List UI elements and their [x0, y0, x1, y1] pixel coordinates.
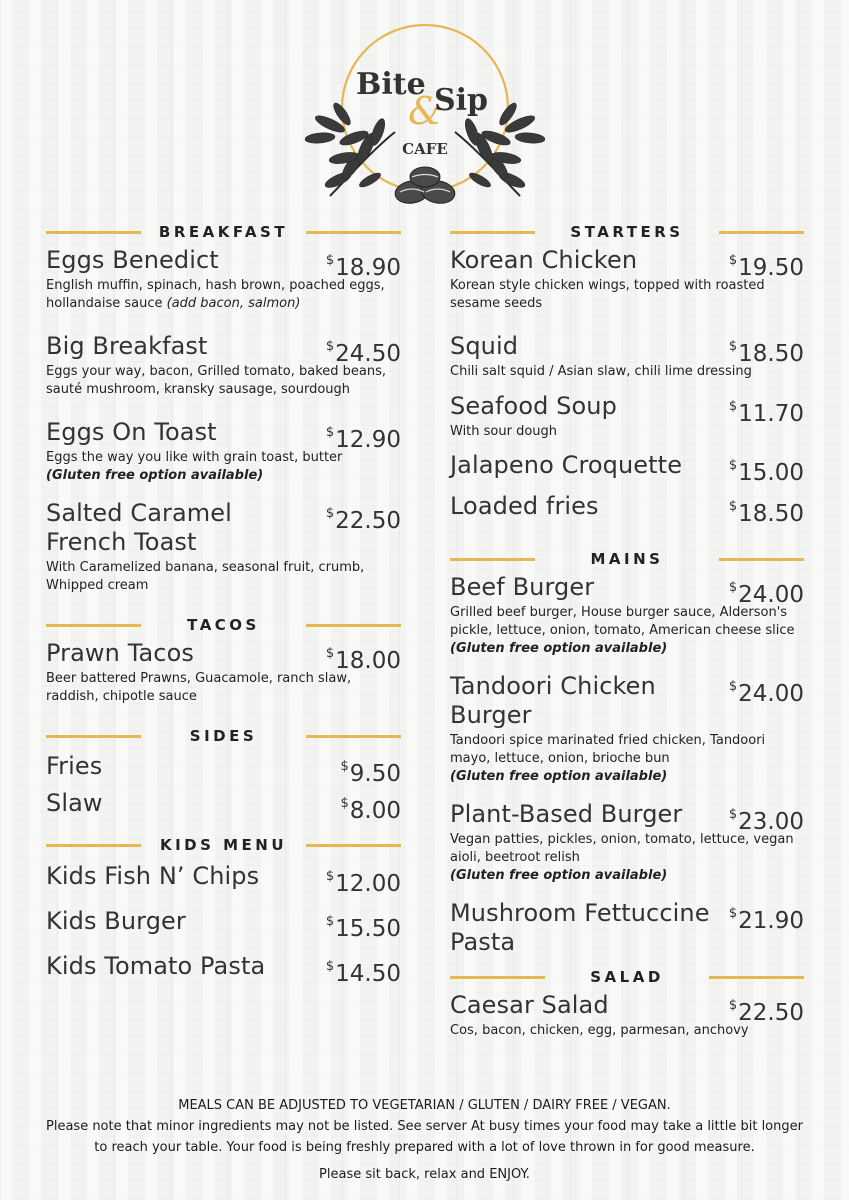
menu-item: [46, 246, 401, 313]
price-value: 18.90: [335, 255, 401, 281]
menu-item: [450, 246, 804, 313]
gluten-free-note: (Gluten free option available): [450, 641, 668, 656]
cafe-logo: [300, 20, 550, 220]
item-name: Salted Caramel French Toast: [46, 499, 232, 556]
item-name: Seafood Soup: [450, 392, 617, 420]
menu-item: [450, 899, 804, 957]
menu-item: [46, 907, 401, 942]
currency-symbol: $: [728, 339, 738, 354]
currency-symbol: $: [325, 339, 335, 354]
currency-symbol: $: [325, 253, 335, 268]
item-price: [729, 492, 804, 529]
enjoy-note: Please sit back, relax and ENJOY.: [319, 1167, 530, 1182]
section-rule: [306, 231, 401, 234]
item-price: [729, 246, 804, 283]
price-value: 18.50: [738, 341, 804, 367]
item-description: Vegan patties, pickles, onion, tomato, lettuce, vegan aioli, beetroot relish: [450, 832, 794, 865]
price-value: 22.50: [335, 508, 401, 534]
menu-item: [450, 332, 804, 381]
item-name: Fries: [46, 752, 103, 780]
item-description: Eggs your way, bacon, Grilled tomato, baked beans, sauté mushroom, kransky sausage, sourdough: [46, 364, 387, 397]
gluten-free-note: (Gluten free option available): [450, 769, 668, 784]
menu-item: [46, 499, 401, 595]
menu-item: [46, 418, 401, 485]
price-value: 18.00: [335, 648, 401, 674]
item-description: With sour dough: [450, 424, 558, 439]
section-rule: [450, 558, 535, 561]
price-value: 18.50: [738, 501, 804, 527]
menu-item: [46, 332, 401, 399]
section-header-sides: [46, 726, 401, 746]
currency-symbol: $: [728, 998, 738, 1013]
logo-word-bite: Bite: [356, 67, 426, 102]
item-name: Beef Burger: [450, 573, 595, 601]
item-price: [326, 332, 401, 369]
section-rule: [306, 735, 401, 738]
currency-symbol: $: [340, 759, 349, 774]
item-name: Slaw: [46, 789, 103, 817]
item-name: Kids Burger: [46, 907, 186, 935]
item-price: [729, 899, 804, 936]
item-price: [729, 332, 804, 369]
logo-word-sip: Sip: [434, 83, 489, 118]
item-price: [729, 451, 804, 488]
currency-symbol: $: [728, 679, 738, 694]
gluten-free-note: (Gluten free option available): [450, 868, 668, 883]
price-value: 9.50: [349, 761, 401, 787]
section-rule: [450, 976, 545, 979]
item-description: Tandoori spice marinated fried chicken, Tandoori mayo, lettuce, onion, brioche bun: [450, 733, 766, 766]
item-price: [729, 800, 804, 837]
price-value: 11.70: [738, 401, 804, 427]
price-value: 12.90: [335, 427, 401, 453]
section-rule: [450, 231, 535, 234]
price-value: 24.50: [335, 341, 401, 367]
menu-item: [450, 672, 804, 786]
right-column: [450, 222, 804, 1040]
currency-symbol: $: [325, 959, 335, 974]
section-rule: [46, 844, 141, 847]
currency-symbol: $: [325, 646, 335, 661]
item-description-extra: (add bacon, salmon): [166, 296, 301, 311]
item-name: Squid: [450, 332, 519, 360]
section-header-breakfast: [46, 222, 401, 242]
item-price: [341, 752, 402, 789]
item-name: Loaded fries: [450, 492, 599, 520]
menu-item: [450, 991, 804, 1040]
item-price: [326, 418, 401, 455]
item-name: Plant-Based Burger: [450, 800, 683, 828]
item-description-text: English muffin, spinach, hash brown, poached eggs, hollandaise sauce: [46, 278, 385, 311]
price-value: 14.50: [335, 961, 401, 987]
menu-item: [46, 752, 401, 787]
price-value: 22.50: [738, 1000, 804, 1026]
item-name: Mushroom Fettuccine Pasta: [450, 899, 710, 956]
item-price: [729, 392, 804, 429]
section-rule: [306, 624, 401, 627]
section-header-mains: [450, 549, 804, 569]
currency-symbol: $: [728, 253, 738, 268]
menu-item: [46, 789, 401, 824]
price-value: 15.00: [738, 460, 804, 486]
currency-symbol: $: [325, 914, 335, 929]
section-title: SIDES: [189, 727, 258, 745]
price-value: 8.00: [349, 798, 401, 824]
price-value: 24.00: [738, 582, 804, 608]
menu-item: [46, 952, 401, 987]
logo-sub: CAFE: [402, 140, 448, 158]
section-rule: [306, 844, 401, 847]
item-description: Grilled beef burger, House burger sauce, Alderson's pickle, lettuce, onion, tomato, American cheese slice: [450, 605, 795, 638]
menu-item: [46, 639, 401, 706]
item-price: [326, 499, 401, 536]
item-name: Tandoori Chicken Burger: [450, 672, 656, 729]
item-name: Korean Chicken: [450, 246, 638, 274]
price-value: 24.00: [738, 681, 804, 707]
preparation-note: to reach your table. Your food is being freshly prepared with a lot of love thrown in for good measure.: [94, 1140, 755, 1155]
item-name: Caesar Salad: [450, 991, 609, 1019]
price-value: 23.00: [738, 809, 804, 835]
section-title: STARTERS: [570, 223, 684, 241]
dietary-adjustment-note: MEALS CAN BE ADJUSTED TO VEGETARIAN / GLUTEN / DAIRY FREE / VEGAN.: [178, 1098, 671, 1113]
menu-item: [450, 392, 804, 441]
section-rule: [46, 624, 141, 627]
section-title: TACOS: [187, 616, 260, 634]
price-value: 15.50: [335, 916, 401, 942]
menu-item: [450, 492, 804, 527]
item-name: Prawn Tacos: [46, 639, 194, 667]
currency-symbol: $: [728, 807, 738, 822]
item-price: [729, 573, 804, 610]
logo-emblem: [300, 20, 550, 220]
item-price: [341, 789, 402, 826]
currency-symbol: $: [728, 458, 738, 473]
menu-item: [450, 800, 804, 885]
currency-symbol: $: [728, 906, 738, 921]
item-description: Cos, bacon, chicken, egg, parmesan, anchovy: [450, 1023, 749, 1038]
menu-item: [450, 451, 804, 486]
item-name: Kids Fish N’ Chips: [46, 862, 260, 890]
item-description: Korean style chicken wings, topped with roasted sesame seeds: [450, 278, 765, 311]
currency-symbol: $: [728, 399, 738, 414]
section-title: MAINS: [590, 550, 664, 568]
section-header-starters: [450, 222, 804, 242]
ingredients-note: Please note that minor ingredients may not be listed. See server At busy times your food may take a little bit longer: [46, 1119, 803, 1134]
item-price: [326, 246, 401, 283]
section-title: KIDS MENU: [159, 836, 288, 854]
currency-symbol: $: [325, 425, 335, 440]
section-header-kids: [46, 835, 401, 855]
item-description: With Caramelized banana, seasonal fruit, crumb, Whipped cream: [46, 560, 365, 593]
section-rule: [719, 558, 804, 561]
currency-symbol: $: [728, 499, 738, 514]
section-title: BREAKFAST: [158, 223, 289, 241]
item-description: Beer battered Prawns, Guacamole, ranch slaw, raddish, chipotle sauce: [46, 671, 352, 704]
price-value: 21.90: [738, 908, 804, 934]
item-name: Jalapeno Croquette: [450, 451, 683, 479]
section-header-salad: [450, 967, 804, 987]
section-title: SALAD: [590, 968, 664, 986]
footer-notice: [0, 1095, 849, 1185]
item-price: [326, 862, 401, 899]
item-description: Chili salt squid / Asian slaw, chili lime dressing: [450, 364, 752, 379]
currency-symbol: $: [340, 796, 349, 811]
item-name: Eggs Benedict: [46, 246, 219, 274]
menu-item: [450, 573, 804, 658]
currency-symbol: $: [325, 869, 335, 884]
item-name: Eggs On Toast: [46, 418, 217, 446]
price-value: 19.50: [738, 255, 804, 281]
menu-item: [46, 862, 401, 897]
item-price: [729, 991, 804, 1028]
section-rule: [709, 976, 804, 979]
item-description: Eggs the way you like with grain toast, butter: [46, 450, 343, 465]
currency-symbol: $: [728, 580, 738, 595]
item-price: [326, 952, 401, 989]
section-rule: [46, 231, 141, 234]
logo-ampersand: &: [408, 89, 442, 133]
item-name: Kids Tomato Pasta: [46, 952, 266, 980]
item-price: [326, 907, 401, 944]
left-column: [46, 222, 401, 987]
section-header-tacos: [46, 615, 401, 635]
gluten-free-note: (Gluten free option available): [46, 468, 264, 483]
price-value: 12.00: [335, 871, 401, 897]
item-price: [326, 639, 401, 676]
section-rule: [719, 231, 804, 234]
item-name: Big Breakfast: [46, 332, 208, 360]
currency-symbol: $: [325, 506, 335, 521]
section-rule: [46, 735, 141, 738]
item-price: [729, 672, 804, 709]
